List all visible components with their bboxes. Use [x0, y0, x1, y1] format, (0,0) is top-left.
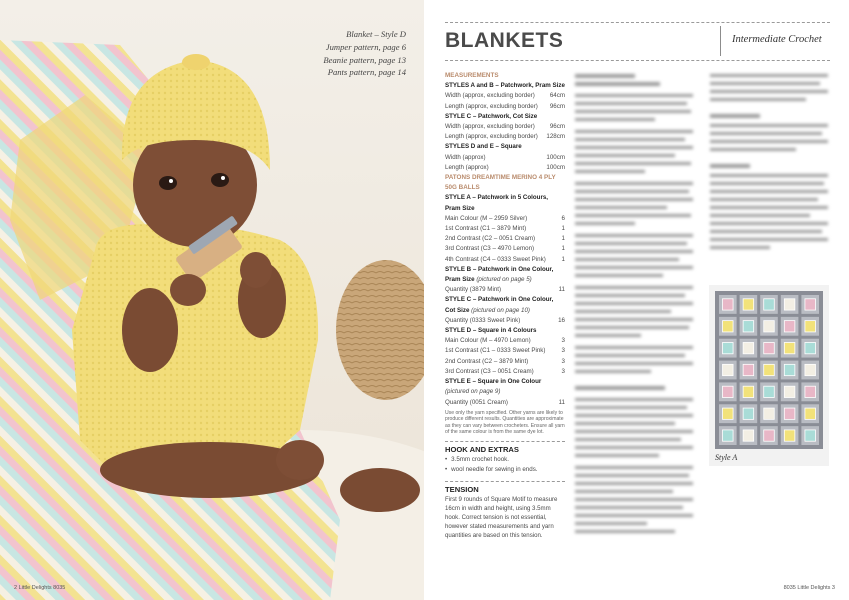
yarn-row	[445, 398, 565, 408]
measurement-group-title: STYLES A and B – Patchwork, Pram Size	[445, 82, 565, 90]
measurement-row	[445, 163, 565, 173]
row-label: 1st Contrast (C1 – 3879 Mint)	[445, 225, 527, 233]
blanket-square-center	[805, 430, 816, 441]
caption-line: Jumper pattern, page 6	[325, 41, 406, 52]
blanket-square-center	[784, 386, 795, 397]
pictured-note: (pictured on page 5)	[476, 276, 532, 284]
caption-line: Beanie pattern, page 13	[323, 54, 406, 65]
section-rule	[445, 481, 565, 482]
bullet-icon: •	[445, 456, 448, 464]
blanket-square-center	[805, 321, 816, 332]
measurement-row	[445, 132, 565, 142]
yarn-group-title: STYLE B – Patchwork in One Colour, Pram Size	[445, 265, 554, 284]
blanket-square-center	[764, 342, 775, 353]
blanket-square-center	[764, 321, 775, 332]
yarn-heading: PATONS DREAMTIME MERINO 4 PLY 50G BALLS	[445, 174, 556, 192]
section-rule	[445, 441, 565, 442]
row-label: Length (approx, excluding border)	[445, 133, 538, 141]
row-label: Width (approx)	[445, 153, 486, 161]
row-value: 96cm	[549, 123, 565, 131]
hook-item: 3.5mm crochet hook.	[451, 456, 509, 464]
right-page	[425, 0, 849, 600]
row-value: 3	[561, 337, 565, 345]
row-value: 3	[561, 357, 565, 365]
left-page	[0, 0, 424, 600]
blanket-square-center	[723, 364, 734, 375]
blanket-square-center	[764, 364, 775, 375]
row-value: 1	[561, 235, 565, 243]
row-label: 2nd Contrast (C2 – 0051 Cream)	[445, 235, 536, 243]
page-header	[445, 26, 830, 60]
hook-heading: HOOK AND EXTRAS	[445, 445, 519, 455]
list-item	[445, 465, 565, 475]
blurred-text-block	[710, 72, 828, 272]
yarn-row	[445, 244, 565, 254]
measurement-group-title: STYLES D and E – Square	[445, 143, 522, 151]
measurement-row	[445, 122, 565, 132]
row-label: Quantity (0333 Sweet Pink)	[445, 316, 521, 324]
row-label: 1st Contrast (C1 – 0333 Sweet Pink)	[445, 347, 546, 355]
photo-caption	[323, 28, 406, 79]
row-label: 3rd Contrast (C3 – 4970 Lemon)	[445, 245, 535, 253]
left-page-footer: 2 Little Delights 8035	[14, 585, 66, 591]
blanket-square-center	[743, 299, 754, 310]
caption-line: Pants pattern, page 14	[327, 67, 406, 78]
row-label: 3rd Contrast (C3 – 0051 Cream)	[445, 367, 534, 375]
yarn-group-title: STYLE D – Square in 4 Colours	[445, 327, 537, 335]
blanket-square-center	[764, 408, 775, 419]
blanket-square-center	[743, 364, 754, 375]
yarn-row	[445, 255, 565, 265]
blanket-square-center	[805, 342, 816, 353]
pictured-note: (pictured on page 10)	[471, 306, 530, 314]
row-value: 128cm	[546, 133, 565, 141]
yarn-group-title: STYLE E – Square in One Colour	[445, 378, 542, 386]
skill-level: Intermediate Crochet	[732, 34, 822, 45]
blurred-text-block	[575, 72, 693, 542]
top-rule	[445, 22, 830, 23]
blanket-square-center	[784, 299, 795, 310]
yarn-note: Use only the yarn specified. Other yarns are likely to produce different results. Quantities are approximate as they can vary between crocheters. Ensure all yarn of the same colour is from the same dye lot.	[445, 409, 565, 436]
hook-item: wool needle for sewing in ends.	[451, 466, 538, 474]
row-value: 11	[558, 398, 565, 406]
blanket-square-center	[723, 321, 734, 332]
row-label: Length (approx, excluding border)	[445, 102, 538, 110]
blanket-square-center	[723, 408, 734, 419]
instructions-column-blurred-right	[710, 72, 828, 277]
blanket-square-center	[764, 430, 775, 441]
baby-photo	[0, 0, 424, 600]
blanket-image	[715, 291, 823, 449]
row-label: Quantity (0051 Cream)	[445, 398, 508, 406]
blanket-square-center	[743, 386, 754, 397]
page-title: BLANKETS	[445, 29, 564, 52]
row-label: Length (approx)	[445, 163, 489, 171]
yarn-row	[445, 357, 565, 367]
row-value: 3	[561, 347, 565, 355]
measurement-row	[445, 153, 565, 163]
header-rule	[445, 60, 830, 61]
blanket-square-center	[805, 408, 816, 419]
yarn-row	[445, 316, 565, 326]
row-value: 1	[561, 245, 565, 253]
materials-column	[445, 71, 565, 540]
patchwork-grid	[715, 291, 823, 449]
blanket-square-center	[723, 386, 734, 397]
measurement-row	[445, 102, 565, 112]
row-value: 11	[558, 286, 565, 294]
row-value: 100cm	[546, 163, 565, 171]
blanket-square-center	[805, 386, 816, 397]
blanket-square-center	[805, 299, 816, 310]
blanket-square-center	[784, 430, 795, 441]
tension-text: First 9 rounds of Square Motif to measure 16cm in width and height, using 3.5mm hook. Correct tension is not essential, however stated measurements and yarn quantities are based on this tension.	[445, 495, 558, 539]
blanket-square-center	[743, 430, 754, 441]
blanket-square-center	[743, 321, 754, 332]
bullet-icon: •	[445, 466, 448, 474]
row-label: 4th Contrast (C4 – 0333 Sweet Pink)	[445, 255, 546, 263]
caption-line: Blanket – Style D	[346, 29, 406, 39]
row-value: 100cm	[546, 153, 565, 161]
instructions-column-blurred	[575, 72, 693, 547]
blanket-square-center	[805, 364, 816, 375]
row-label: Width (approx, excluding border)	[445, 92, 535, 100]
figure-caption: Style A	[715, 453, 738, 462]
row-value: 16	[558, 316, 565, 324]
row-value: 1	[561, 255, 565, 263]
row-label: Width (approx, excluding border)	[445, 123, 535, 131]
yarn-row	[445, 214, 565, 224]
yarn-row	[445, 285, 565, 295]
yarn-row	[445, 336, 565, 346]
blanket-square-center	[723, 342, 734, 353]
row-value: 6	[561, 214, 565, 222]
yarn-group-heading	[445, 377, 565, 397]
blanket-square-center	[743, 408, 754, 419]
blanket-square-center	[723, 299, 734, 310]
header-divider	[720, 26, 721, 56]
blanket-square-center	[723, 430, 734, 441]
measurement-group-title: STYLE C – Patchwork, Cot Size	[445, 112, 538, 120]
blanket-square-center	[743, 342, 754, 353]
row-label: 2nd Contrast (C2 – 3879 Mint)	[445, 357, 529, 365]
measurement-row	[445, 91, 565, 101]
list-item	[445, 455, 565, 465]
row-value: 3	[561, 367, 565, 375]
yarn-row	[445, 224, 565, 234]
tension-heading: TENSION	[445, 484, 479, 494]
row-label: Main Colour (M – 2959 Silver)	[445, 214, 528, 222]
yarn-group-title: STYLE C – Patchwork in One Colour, Cot Size	[445, 296, 554, 314]
right-page-footer: 8035 Little Delights 3	[783, 585, 835, 591]
yarn-row	[445, 346, 565, 356]
row-label: Main Colour (M – 4970 Lemon)	[445, 337, 531, 345]
row-value: 96cm	[549, 102, 565, 110]
blanket-square-center	[784, 321, 795, 332]
blanket-square-center	[784, 364, 795, 375]
pictured-note: (pictured on page 9)	[445, 388, 501, 396]
row-value: 64cm	[549, 92, 565, 100]
yarn-row	[445, 367, 565, 377]
yarn-group-heading	[445, 265, 565, 285]
yarn-group-heading	[445, 295, 565, 315]
blanket-square-center	[784, 342, 795, 353]
yarn-group-title: STYLE A – Patchwork in 5 Colours, Pram Size	[445, 194, 549, 212]
row-label: Quantity (3879 Mint)	[445, 286, 502, 294]
blanket-square-center	[764, 299, 775, 310]
blanket-square-center	[784, 408, 795, 419]
yarn-row	[445, 234, 565, 244]
measurements-heading: MEASUREMENTS	[445, 72, 499, 79]
row-value: 1	[561, 225, 565, 233]
blanket-square-center	[764, 386, 775, 397]
style-a-figure	[709, 285, 829, 466]
